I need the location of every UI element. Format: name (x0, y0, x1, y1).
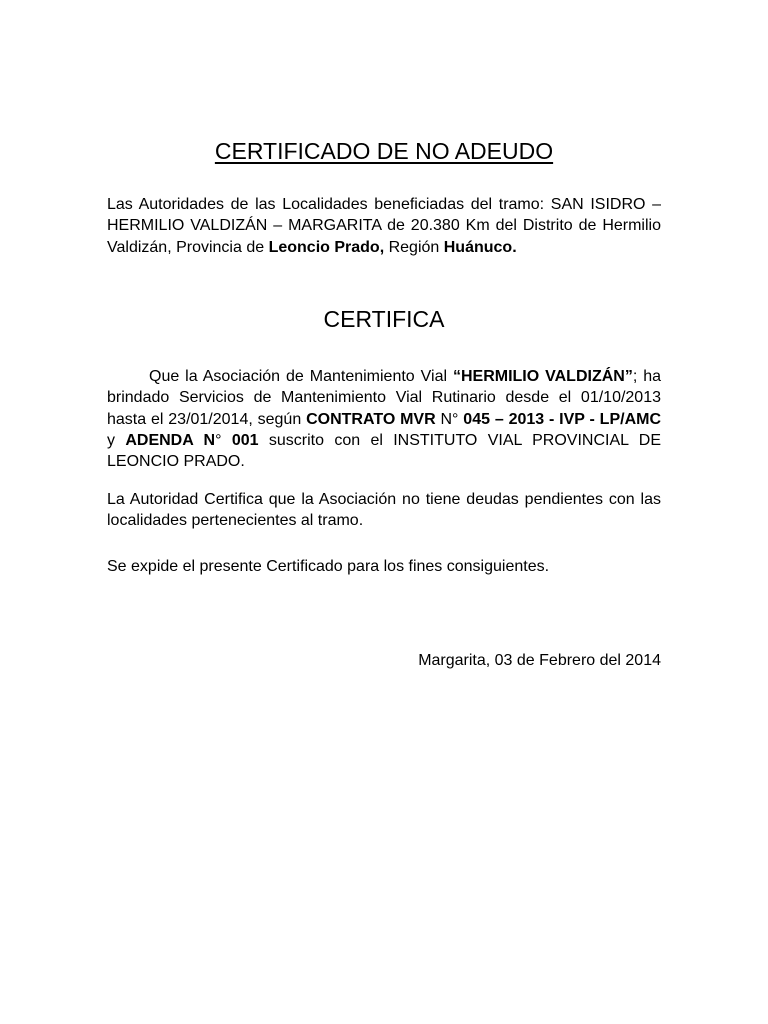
body-text-connector: y (107, 431, 126, 449)
closing-paragraph: Se expide el presente Certificado para los fines consiguientes. (107, 558, 550, 575)
intro-text-region-prefix: Región (384, 238, 444, 256)
contract-number-symbol: N° (435, 410, 464, 428)
intro-text: Las Autoridades de las Localidades beneficiadas del tramo: SAN ISIDRO – HERMILIO VALDIZÁN – MARGARITA de 20.380 Km del Distrito de Hermilio Valdizán, Provincia de (107, 196, 661, 256)
body-text-intro: Que la Asociación de Mantenimiento Vial (149, 368, 453, 385)
certifica-heading: CERTIFICA (323, 306, 445, 332)
body-text-services: ; ha brindado Servicios de Mantenimiento Vial Rutinario desde el 01/10/2013 hasta el 23/01/2014, según (107, 368, 662, 428)
intro-paragraph (107, 194, 661, 258)
statement-paragraph: La Autoridad Certifica que la Asociación no tiene deudas pendientes con las localidades pertenecientes al tramo. (107, 491, 661, 530)
place-date: Margarita, 03 de Febrero del 2014 (418, 652, 661, 669)
contract-number: 045 – 2013 - IVP - LP/AMC (463, 410, 662, 428)
document-title: CERTIFICADO DE NO ADEUDO (214, 138, 554, 164)
region-name: Huánuco. (443, 238, 517, 256)
addendum-number-symbol: ° (215, 431, 232, 449)
association-name: “HERMILIO VALDIZÁN” (452, 368, 633, 385)
addendum-label: ADENDA N (125, 431, 216, 449)
contract-label: CONTRATO MVR (306, 410, 436, 428)
body-paragraph (107, 366, 661, 472)
province-name: Leoncio Prado, (268, 238, 385, 256)
body-text-institute: suscrito con el INSTITUTO VIAL PROVINCIAL DE LEONCIO PRADO. (107, 431, 662, 471)
addendum-number: 001 (231, 431, 259, 449)
